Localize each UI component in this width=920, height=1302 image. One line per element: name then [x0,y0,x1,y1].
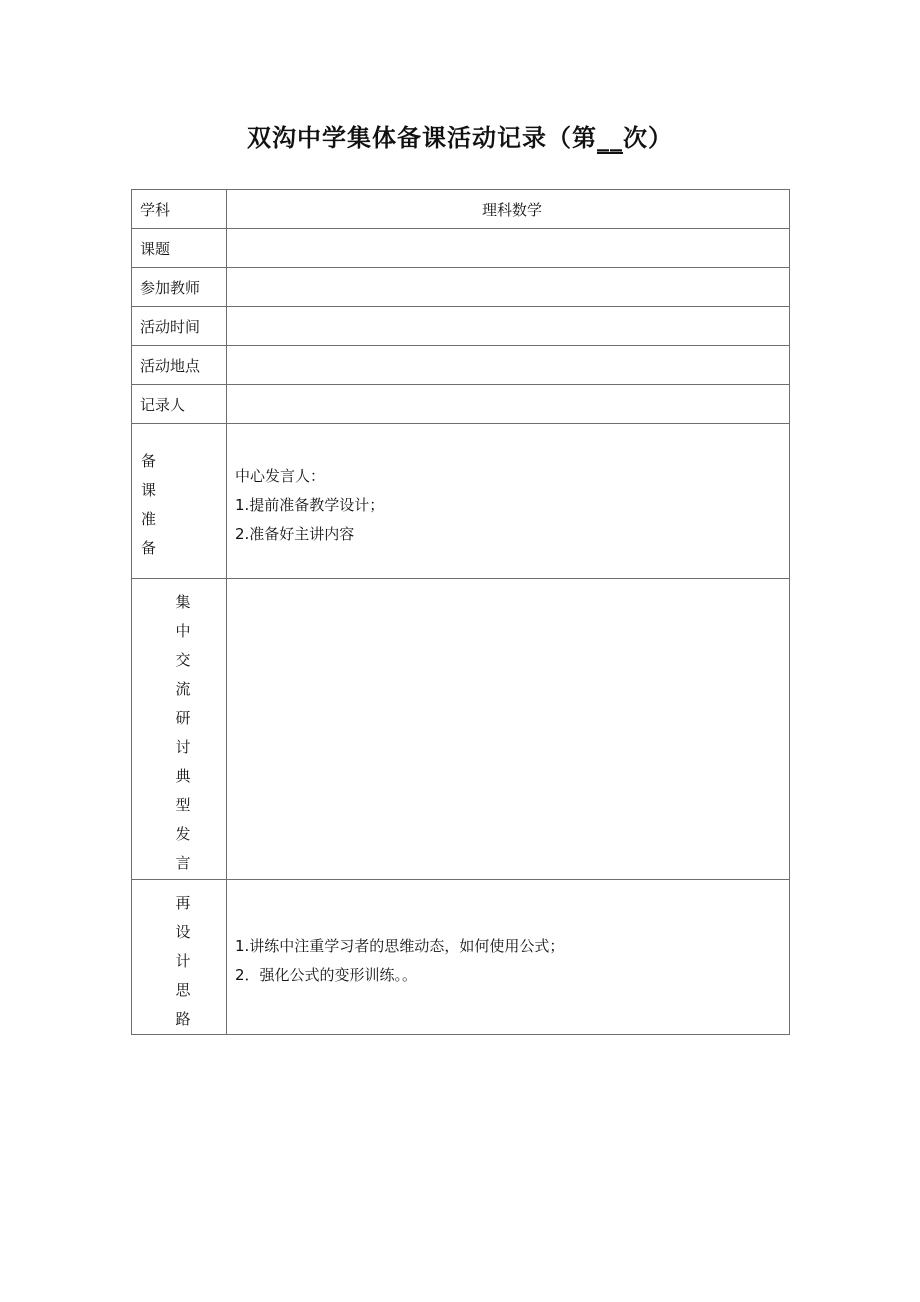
label-char: 典 [175,767,191,785]
row-activity-location [132,346,790,385]
title-prefix: 双沟中学集体备课活动记录（第 [247,124,597,152]
text-line: 2.准备好主讲内容 [235,524,355,543]
label-char: 型 [175,796,191,814]
row-recorder [132,385,790,424]
row-lesson-preparation [132,424,790,579]
label-recorder: 记录人 [132,385,227,424]
row-activity-time [132,307,790,346]
title-suffix: 次） [623,124,673,152]
value-group-discussion[interactable] [227,579,790,880]
page-title [0,118,920,154]
label-char: 集 [175,593,191,611]
value-lesson-preparation[interactable] [227,424,790,579]
label-group-discussion [132,579,227,880]
label-char: 讨 [175,738,191,756]
value-redesign-ideas[interactable] [227,880,790,1035]
label-char: 备 [141,539,157,557]
label-char: 备 [141,452,157,470]
label-activity-time: 活动时间 [132,307,227,346]
value-recorder[interactable] [227,385,790,424]
row-subject [132,190,790,229]
label-activity-location: 活动地点 [132,346,227,385]
label-char: 言 [175,854,191,872]
session-number-blank[interactable]: __ [597,124,623,152]
text-line: 2．强化公式的变形训练。。 [235,966,418,984]
text-line: 中心发言人： [235,466,326,485]
row-group-discussion [132,579,790,880]
value-activity-location[interactable] [227,346,790,385]
label-topic: 课题 [132,229,227,268]
label-char: 课 [141,481,157,499]
lesson-prep-record-table [131,189,790,1035]
label-char: 思 [175,980,191,999]
label-char: 设 [175,922,191,941]
label-char: 发 [175,825,191,843]
row-teachers [132,268,790,307]
text-line: 1.提前准备教学设计； [235,495,385,514]
label-redesign-ideas [132,880,227,1035]
label-char: 再 [175,893,191,912]
label-char: 计 [175,951,191,970]
row-topic [132,229,790,268]
label-char: 交 [175,651,191,669]
row-redesign-ideas [132,880,790,1035]
value-activity-time[interactable] [227,307,790,346]
label-teachers: 参加教师 [132,268,227,307]
label-char: 研 [175,709,191,727]
label-lesson-preparation [132,424,227,579]
value-teachers[interactable] [227,268,790,307]
label-char: 中 [175,622,191,640]
label-char: 路 [175,1009,191,1028]
label-char: 准 [141,510,157,528]
value-subject[interactable]: 理科数学 [227,190,790,229]
label-subject: 学科 [132,190,227,229]
text-line: 1.讲练中注重学习者的思维动态，如何使用公式； [235,937,565,955]
label-char: 流 [175,680,191,698]
value-topic[interactable] [227,229,790,268]
